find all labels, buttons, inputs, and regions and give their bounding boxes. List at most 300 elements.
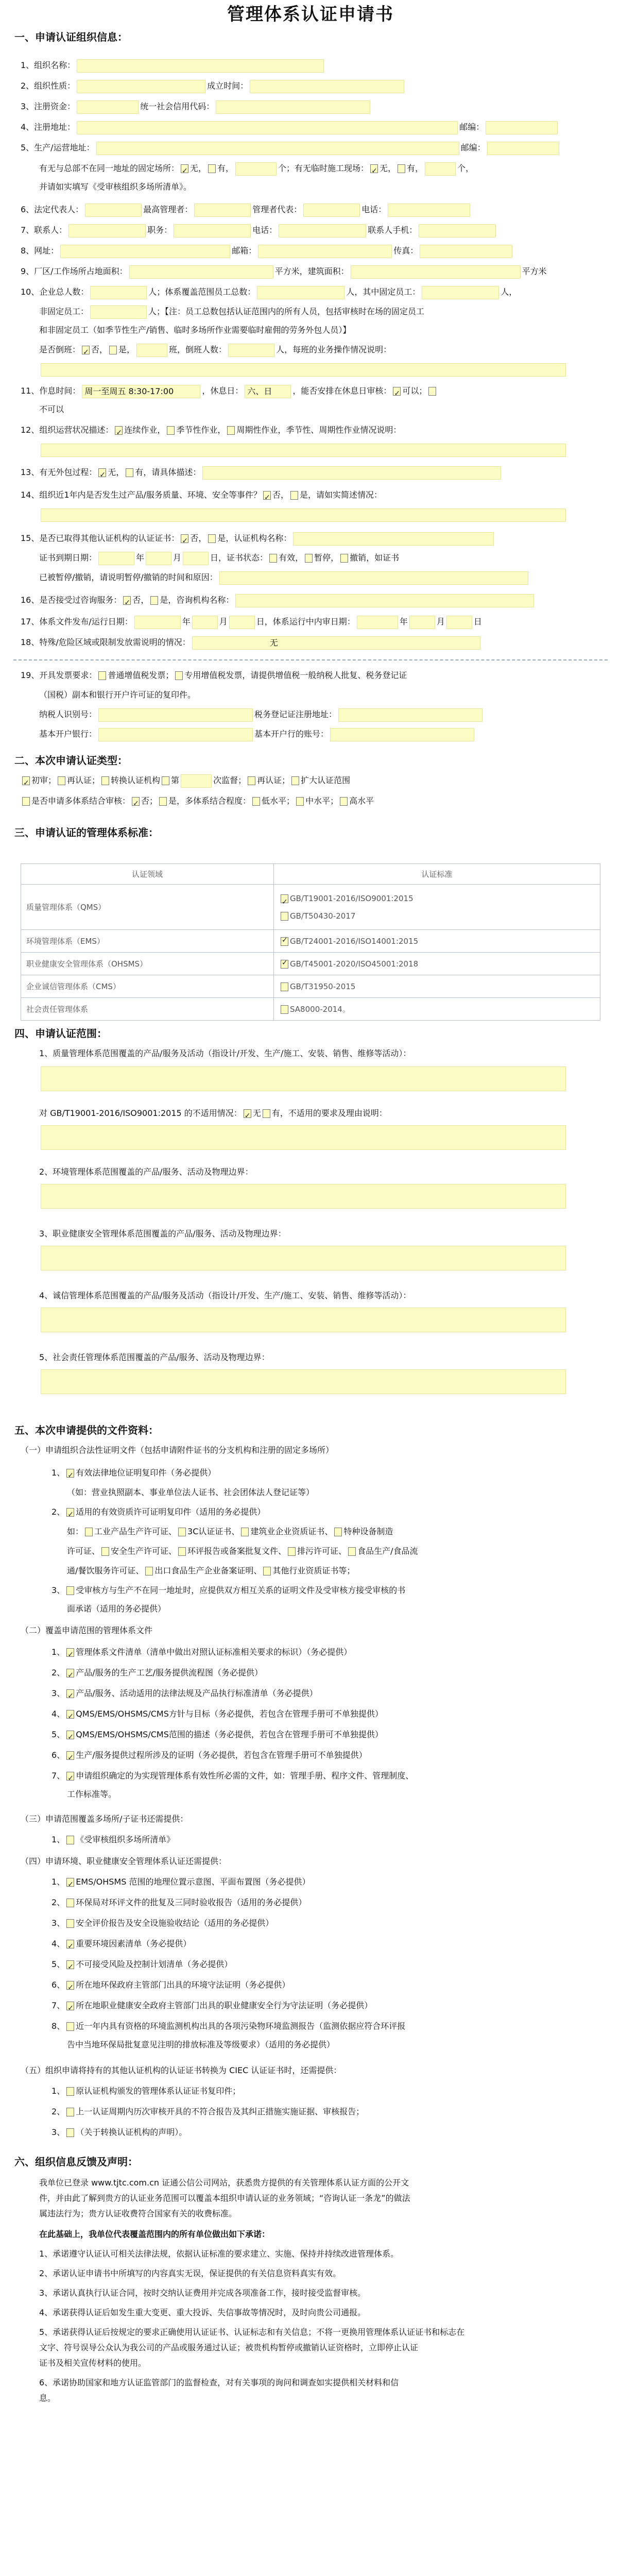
special-equipment-checkbox[interactable] xyxy=(334,1528,342,1536)
standard-cell xyxy=(274,930,600,953)
label: 有，不适用的要求及理由说明： xyxy=(271,1108,387,1118)
doc-relationship-checkbox[interactable] xyxy=(66,1586,74,1595)
form-title: 管理体系认证申请书 xyxy=(227,4,394,25)
label: 环评报告或备案批复文件、 xyxy=(187,1546,287,1556)
doc-old-cert-checkbox[interactable] xyxy=(66,2087,74,2096)
combined-high-checkbox[interactable] xyxy=(340,797,348,806)
suspend-reason-field[interactable] xyxy=(219,571,528,585)
has-fixed-sites-checkbox[interactable] xyxy=(208,164,216,173)
section-2-heading: 二、本次申请认证类型： xyxy=(14,754,128,767)
contact-phone-field[interactable] xyxy=(279,224,366,238)
doc-day-field[interactable] xyxy=(229,616,255,629)
prod-license-checkbox[interactable] xyxy=(85,1528,93,1536)
label: 3、 xyxy=(51,1918,65,1928)
no-outsource-checkbox[interactable] xyxy=(98,468,106,477)
gb50430-checkbox[interactable] xyxy=(281,912,288,921)
row-cms-scope: 4、诚信管理体系范围覆盖的产品/服务及活动（指设计/开发、生产/施工、安装、销售、维修等活动）： xyxy=(39,1291,411,1300)
label: 再认证； xyxy=(67,775,100,785)
doc-ohs-compliance-checkbox[interactable] xyxy=(66,2002,74,2010)
row-doc-e1 xyxy=(51,2083,240,2099)
label: 6、 xyxy=(51,1750,65,1760)
initial-audit-checkbox[interactable] xyxy=(22,776,30,785)
reg-address-field[interactable] xyxy=(77,121,458,134)
construction-cert-checkbox[interactable] xyxy=(241,1528,249,1536)
tax-id-field[interactable] xyxy=(98,708,253,722)
row-doc-d5 xyxy=(51,1957,232,1972)
founding-date-field[interactable] xyxy=(250,80,404,93)
row-doc-d1 xyxy=(51,1874,310,1890)
table-row xyxy=(21,975,600,998)
row-incident-desc xyxy=(39,507,567,522)
row-consulting xyxy=(21,592,536,608)
website-field[interactable] xyxy=(60,245,230,258)
ccc-cert-checkbox[interactable] xyxy=(178,1528,186,1536)
doc-risk-checkbox[interactable] xyxy=(66,1960,74,1969)
row-doc-a2-l3 xyxy=(67,1563,355,1579)
label: 基本开户行的账号： xyxy=(254,729,329,739)
label: 18、特殊/危险区域或限制发放需说明的情况： xyxy=(21,637,191,647)
sa8000-checkbox[interactable] xyxy=(281,1005,288,1014)
row-doc-a2-l1 xyxy=(67,1524,393,1539)
label: 15、是否已取得其他认证机构的认证证书： xyxy=(21,533,180,543)
label: 5、 xyxy=(51,1730,65,1739)
row-incidents xyxy=(21,487,382,503)
label: 对 GB/T19001-2016/ISO9001:2015 的不适用情况： xyxy=(39,1108,242,1118)
continuous-op-checkbox[interactable] xyxy=(115,426,123,435)
row-doc-b1 xyxy=(51,1645,352,1660)
capital-field[interactable] xyxy=(77,100,139,114)
transfer-checkbox[interactable] xyxy=(101,776,109,785)
tax-address-field[interactable] xyxy=(338,708,482,722)
label: 1、 xyxy=(51,1835,65,1844)
incident-desc-field[interactable] xyxy=(41,509,566,522)
label: 14、组织近1年内是否发生过产品/服务质量、环境、安全等事件？ xyxy=(21,490,262,500)
label: GB/T31950-2015 xyxy=(290,981,356,991)
doc-month-field[interactable] xyxy=(192,616,218,629)
label: 12、组织运营状况描述： xyxy=(21,425,114,435)
section-4-heading: 四、申请认证范围： xyxy=(14,1027,107,1040)
legal-rep-field[interactable] xyxy=(85,204,142,217)
standard-cell xyxy=(274,998,600,1021)
label: 否； xyxy=(141,796,158,806)
section-6-heading: 六、组织信息反馈及声明： xyxy=(14,2156,138,2168)
label: 1、 xyxy=(51,1647,65,1657)
row-doc-a2-l2 xyxy=(67,1544,418,1559)
has-other-cert-checkbox[interactable] xyxy=(208,534,216,543)
fixed-staff-field[interactable] xyxy=(422,286,499,299)
cert-revoked-checkbox[interactable] xyxy=(340,554,348,563)
table-header-row xyxy=(21,864,600,885)
has-incident-checkbox[interactable] xyxy=(290,491,298,500)
doc-multisite-checkbox[interactable] xyxy=(66,1836,74,1844)
row-sa-scope-input xyxy=(39,1369,567,1385)
label: 传真： xyxy=(393,246,419,256)
doc-scope-checkbox[interactable] xyxy=(66,1731,74,1739)
standards-table xyxy=(21,863,600,1021)
recert-checkbox[interactable] xyxy=(58,776,65,785)
label: 月 xyxy=(436,617,445,626)
label: 邮编： xyxy=(460,143,486,152)
combined-yes-checkbox[interactable] xyxy=(159,797,167,806)
label: 证书到期日期： xyxy=(39,553,97,563)
no-shift-checkbox[interactable] xyxy=(82,346,90,354)
row-shifts xyxy=(39,342,391,358)
doc-monitoring-checkbox[interactable] xyxy=(66,2022,74,2031)
nonfixed-staff-field[interactable] xyxy=(90,306,147,319)
qms-scope-field[interactable] xyxy=(41,1066,566,1091)
label: 3、 xyxy=(51,2127,65,2137)
combined-mid-checkbox[interactable] xyxy=(296,797,304,806)
label: 平方米，建筑面积： xyxy=(274,266,349,276)
row-doc-a1-note: （如：营业执照副本、事业单位法人证书、社会团体法人登记证等） xyxy=(67,1487,315,1497)
credit-code-field[interactable] xyxy=(216,100,370,114)
commitment-4: 4、承诺获得认证后如发生重大变更、重大投诉、失信事故等情况时，及时向贵公司通报。 xyxy=(39,2308,366,2317)
contact-title-field[interactable] xyxy=(174,224,251,238)
org-name-field[interactable] xyxy=(77,59,324,73)
safety-license-checkbox[interactable] xyxy=(101,1547,109,1556)
table-row xyxy=(21,998,600,1021)
ohsms-scope-field[interactable] xyxy=(41,1246,566,1270)
no-other-cert-checkbox[interactable] xyxy=(181,534,188,543)
label: 不可接受风险及控制计划清单（务必提供） xyxy=(76,1959,233,1969)
contact-mobile-field[interactable] xyxy=(419,224,496,238)
sub-heading-system-docs: （二）覆盖申请范围的管理体系文件 xyxy=(21,1625,153,1635)
ems-scope-field[interactable] xyxy=(41,1184,566,1209)
label: 人，每班的业务操作情况说明： xyxy=(276,345,392,354)
building-area-field[interactable] xyxy=(351,265,521,279)
phone-field[interactable] xyxy=(388,204,470,217)
label: QMS/EMS/OHSMS/CMS方针与目标（务必提供，若包含在管理手册可不单独提供） xyxy=(76,1709,383,1719)
label: 8、网址： xyxy=(21,246,59,256)
label: 3、 xyxy=(51,1585,65,1595)
label: 否， xyxy=(272,490,289,500)
label: 无， xyxy=(190,163,207,173)
label: GB/T50430-2017 xyxy=(290,911,356,921)
row-shift-desc xyxy=(39,362,567,377)
doc-eia-approval-checkbox[interactable] xyxy=(66,1899,74,1907)
weekend-audit-no-checkbox[interactable] xyxy=(428,387,436,396)
combined-no-checkbox[interactable] xyxy=(132,797,140,806)
label: 4、 xyxy=(51,1709,65,1719)
row-area xyxy=(21,264,547,279)
has-outsource-checkbox[interactable] xyxy=(126,468,133,477)
shift-count-field[interactable] xyxy=(136,344,167,357)
op-zip-field[interactable] xyxy=(487,142,559,155)
row-doc-d2 xyxy=(51,1895,306,1910)
operation-desc-field[interactable] xyxy=(41,444,566,457)
label: 人， xyxy=(501,287,518,297)
label: 3、注册资金： xyxy=(21,101,76,111)
sub-heading-env-ohs: （四）申请环境、职业健康安全管理体系认证还需提供： xyxy=(21,1856,227,1866)
row-doc-a3 xyxy=(51,1583,405,1598)
doc-safety-eval-checkbox[interactable] xyxy=(66,1919,74,1928)
exclusion-reason-field[interactable] xyxy=(41,1125,566,1150)
row-doc-b7-2: 工作标准等。 xyxy=(67,1789,117,1799)
weekend-audit-yes-checkbox[interactable] xyxy=(393,387,401,396)
outsource-desc-field[interactable] xyxy=(202,466,501,480)
label: 建筑业企业资质证书、 xyxy=(250,1527,333,1536)
text-line: 证书及相关宣传材料的使用。 xyxy=(39,2358,147,2368)
row-doc-d8 xyxy=(51,2019,405,2034)
label: 年 xyxy=(136,553,145,563)
doc-manual-checkbox[interactable] xyxy=(66,1772,74,1781)
row-other-cert xyxy=(21,531,495,546)
row-ems-scope-input xyxy=(39,1184,567,1199)
row-doc-e2 xyxy=(51,2104,364,2120)
worktime-field[interactable]: 周一至周五 8:30-17:00 xyxy=(82,385,200,398)
label: 成立时间： xyxy=(207,81,249,91)
row-sites xyxy=(39,161,474,176)
label: 排污许可证、 xyxy=(297,1546,347,1556)
table-row xyxy=(21,885,600,930)
label: 10、企业总人数： xyxy=(21,287,89,297)
doc-license-checkbox[interactable] xyxy=(66,1469,74,1478)
row-exclusion-input xyxy=(39,1125,567,1141)
has-exclusion-checkbox[interactable] xyxy=(263,1109,270,1118)
temp-sites-count-field[interactable] xyxy=(425,162,456,176)
consulting-body-field[interactable] xyxy=(235,594,534,607)
text-line: 文字、符号误导公众认为我公司的产品或服务通过认证；被贵机构暂停或撤销认证资格时，立即停止认证 xyxy=(39,2343,419,2352)
combined-low-checkbox[interactable] xyxy=(252,797,260,806)
shift-desc-field[interactable] xyxy=(41,363,566,377)
surveillance-checkbox[interactable] xyxy=(162,776,169,785)
periodic-op-checkbox[interactable] xyxy=(227,426,235,435)
row-qms-scope-input xyxy=(39,1066,567,1082)
label: 季节性作业， xyxy=(176,425,226,435)
cert-valid-checkbox[interactable] xyxy=(269,554,277,563)
row-qms-scope: 1、质量管理体系范围覆盖的产品/服务及活动（指设计/开发、生产/施工、安装、销售、维修等活动）： xyxy=(39,1048,411,1058)
standard-cell xyxy=(274,975,600,998)
audit-month-field[interactable] xyxy=(409,616,435,629)
label: 受审核方与生产不在同一地址时，应提供双方相互关系的证明文件及受审核方接受审核的书 xyxy=(76,1585,406,1595)
label: 扩大认证范围 xyxy=(301,775,351,785)
field-cell: 质量管理体系（QMS） xyxy=(21,885,274,930)
fax-field[interactable] xyxy=(420,245,512,258)
section-5-heading: 五、本次申请提供的文件资料： xyxy=(14,1424,159,1436)
row-operation-desc xyxy=(39,442,567,457)
table-row xyxy=(21,930,600,953)
recert-2-checkbox[interactable] xyxy=(248,776,255,785)
cert-suspended-checkbox[interactable] xyxy=(305,554,313,563)
label: 其他行业资质证书等； xyxy=(272,1566,355,1575)
label: 5、 xyxy=(51,1959,65,1969)
text-line: 件，并由此了解到贵方的认证业务范围可以覆盖本组织申请认证的业务领域；“咨询认证一条龙”的做法 xyxy=(39,2193,410,2203)
land-area-field[interactable] xyxy=(129,265,273,279)
doc-env-factors-checkbox[interactable] xyxy=(66,1940,74,1948)
no-exclusion-checkbox[interactable] xyxy=(244,1109,251,1118)
scope-staff-field[interactable] xyxy=(257,286,344,299)
email-field[interactable] xyxy=(258,245,392,258)
section-3-heading: 三、申请认证的管理体系标准： xyxy=(14,826,159,839)
reg-zip-field[interactable] xyxy=(486,121,558,134)
label: 是否申请多体系结合审核： xyxy=(31,796,131,806)
audit-day-field[interactable] xyxy=(446,616,472,629)
commitment-5: 5、承诺获得认证后按规定的要求正确使用认证证书、认证标志和有关信息；不将一更换用管理体系认证证书和标志在 xyxy=(39,2327,465,2337)
field-cell: 环境管理体系（EMS） xyxy=(21,930,274,953)
label: EMS/OHSMS 范围的地理位置示意图、平面布置图（务必提供） xyxy=(76,1877,310,1887)
row-op-address xyxy=(21,140,561,156)
label: 税务登记证注册地址： xyxy=(254,709,337,719)
label: 生产/服务提供过程所涉及的证明（务必提供，若包含在管理手册可不单独提供） xyxy=(76,1750,367,1760)
eia-report-checkbox[interactable] xyxy=(178,1547,186,1556)
no-temp-sites-checkbox[interactable] xyxy=(370,164,378,173)
row-contact xyxy=(21,223,497,238)
contact-name-field[interactable] xyxy=(68,224,146,238)
label: GB/T45001-2020/ISO45001:2018 xyxy=(290,959,419,969)
row-headcount xyxy=(21,284,517,300)
restday-field[interactable]: 六、日 xyxy=(245,385,291,398)
no-fixed-sites-checkbox[interactable] xyxy=(181,164,188,173)
label: 非固定员工： xyxy=(39,307,89,316)
op-address-field[interactable] xyxy=(96,142,459,155)
label: 出口食品生产企业备案证明、 xyxy=(154,1566,262,1575)
other-qualification-checkbox[interactable] xyxy=(263,1567,271,1575)
org-type-field[interactable] xyxy=(77,80,205,93)
doc-flowchart-checkbox[interactable] xyxy=(66,1669,74,1677)
doc-policy-checkbox[interactable] xyxy=(66,1710,74,1719)
extend-scope-checkbox[interactable] xyxy=(291,776,299,785)
row-doc-a3-2: 面承诺（适用的务必提供） xyxy=(67,1604,166,1614)
label: 无 xyxy=(252,1108,261,1118)
row-doc-b6 xyxy=(51,1748,367,1763)
label: 次监督； xyxy=(213,775,247,785)
label: 安全生产许可证、 xyxy=(111,1546,177,1556)
commitment-3: 3、承诺认真执行认证合同，按时交纳认证费用并完成各项准备工作，接时接受监督审核。 xyxy=(39,2288,366,2298)
doc-qualification-checkbox[interactable] xyxy=(66,1508,74,1517)
label: 高水平 xyxy=(349,796,374,806)
doc-year-field[interactable] xyxy=(134,616,181,629)
label: 2、 xyxy=(51,1668,65,1677)
no-consulting-checkbox[interactable] xyxy=(123,596,131,605)
cms-standard-checkbox[interactable] xyxy=(281,982,288,991)
row-headcount-2 xyxy=(39,304,424,319)
sub-heading-multisite: （三）申请范围覆盖多场所/子证书还需提供： xyxy=(21,1814,188,1824)
total-staff-field[interactable] xyxy=(90,286,147,299)
col-header: 认证标准 xyxy=(274,864,600,885)
row-doc-d4 xyxy=(51,1936,191,1952)
doc-map-checkbox[interactable] xyxy=(66,1878,74,1887)
row-invoice-note: （国税）副本和银行开户许可证的复印件。 xyxy=(39,690,196,700)
label: 6、法定代表人： xyxy=(21,205,84,214)
label: （关于转换认证机构的声明）。 xyxy=(76,2127,187,2137)
ems-standard-checkbox[interactable] xyxy=(281,937,288,946)
label: 日，体系运行中内审日期： xyxy=(256,617,355,626)
row-doc-dates xyxy=(21,614,482,630)
label: GB/T24001-2016/ISO14001:2015 xyxy=(290,936,419,946)
mgmt-rep-field[interactable] xyxy=(303,204,360,217)
row-reg-address xyxy=(21,120,559,135)
row-ems-scope: 2、环境管理体系范围覆盖的产品/服务、活动及物理边界： xyxy=(39,1167,253,1177)
label: 上一认证周期内历次审核开具的不符合报告及其纠正措施实施证据、审核报告； xyxy=(76,2107,365,2116)
cms-scope-field[interactable] xyxy=(41,1308,566,1332)
label: 产品/服务、活动适用的法律法规及产品执行标准清单（务必提供） xyxy=(76,1688,318,1698)
label: 环保局对环评文件的批复及三同时验收报告（适用的务必提供） xyxy=(76,1897,307,1907)
bank-account-field[interactable] xyxy=(330,728,474,741)
doc-list-checkbox[interactable] xyxy=(66,1648,74,1657)
label: 许可证、 xyxy=(67,1546,100,1556)
has-temp-sites-checkbox[interactable] xyxy=(398,164,405,173)
label: 管理者代表： xyxy=(252,205,302,214)
row-worktime-2: 不可以 xyxy=(39,404,64,414)
section-1-heading: 一、申请认证组织信息： xyxy=(14,31,128,43)
row-headcount-note: 和非固定员工（如季节性生产/销售、临时多场所作业需要临时雇佣的劳务外包人员）】 xyxy=(39,325,351,335)
export-food-checkbox[interactable] xyxy=(145,1567,153,1575)
food-license-checkbox[interactable] xyxy=(348,1547,356,1556)
label: 3C认证证书、 xyxy=(187,1527,240,1536)
qms-standard-checkbox[interactable] xyxy=(281,894,288,903)
doc-laws-checkbox[interactable] xyxy=(66,1689,74,1698)
label: 统一社会信用代码： xyxy=(140,101,215,111)
expiry-month-field[interactable] xyxy=(146,552,171,565)
doc-transfer-statement-checkbox[interactable] xyxy=(66,2128,74,2137)
doc-nc-report-checkbox[interactable] xyxy=(66,2108,74,2116)
label: 否， xyxy=(91,345,108,354)
label: 1、 xyxy=(51,1877,65,1887)
declaration-text xyxy=(39,2175,603,2406)
normal-invoice-checkbox[interactable] xyxy=(98,671,106,680)
label: 4、 xyxy=(51,1939,65,1948)
special-areas-field[interactable]: 无 xyxy=(192,636,480,650)
surveillance-count-field[interactable] xyxy=(181,774,212,788)
combined-marker-checkbox[interactable] xyxy=(22,797,30,806)
label: 是， xyxy=(118,345,135,354)
table-row xyxy=(21,953,600,975)
expiry-year-field[interactable] xyxy=(98,552,134,565)
label: 4、注册地址： xyxy=(21,122,76,132)
other-cert-body-field[interactable] xyxy=(293,532,494,546)
top-manager-field[interactable] xyxy=(194,204,251,217)
fixed-sites-count-field[interactable] xyxy=(235,162,277,176)
ohsms-standard-checkbox[interactable] xyxy=(281,960,288,969)
seasonal-op-checkbox[interactable] xyxy=(167,426,175,435)
shift-staff-field[interactable] xyxy=(228,344,274,357)
text-line: 属违法行为；贵方认证收费符合国家有关的收费标准。 xyxy=(39,2209,237,2218)
no-incident-checkbox[interactable] xyxy=(263,491,271,500)
row-tax-id xyxy=(39,707,484,722)
row-org-name xyxy=(21,58,325,73)
label: 撤销， xyxy=(350,553,375,563)
row-ohsms-scope-input xyxy=(39,1246,567,1261)
standard-cell xyxy=(274,885,600,930)
has-consulting-checkbox[interactable] xyxy=(150,596,158,605)
row-special-areas xyxy=(21,635,482,650)
label: 安全评价报告及安全设施验收结论（适用的务必提供） xyxy=(76,1918,274,1928)
shift-checkbox[interactable] xyxy=(109,346,117,354)
audit-year-field[interactable] xyxy=(357,616,398,629)
col-header: 认证领域 xyxy=(21,864,274,885)
doc-process-proof-checkbox[interactable] xyxy=(66,1751,74,1760)
label: 人；【注：员工总数包括认证范围内的所有人员，包括审核时在场的固定员工 xyxy=(148,307,425,316)
label: 第 xyxy=(171,775,180,785)
expiry-day-field[interactable] xyxy=(183,552,209,565)
commitment-1: 1、承诺遵守认证认可相关法律法规，依据认证标准的要求建立、实施、保持并持续改进管理体系。 xyxy=(39,2249,399,2259)
vat-invoice-checkbox[interactable] xyxy=(175,671,183,680)
label: 专用增值税发票，请提供增值税一般纳税人批复、税务登记证 xyxy=(184,670,407,680)
label: 有效法律地位证明复印件（务必提供） xyxy=(76,1468,216,1478)
label: 2、 xyxy=(51,1507,65,1517)
discharge-permit-checkbox[interactable] xyxy=(288,1547,296,1556)
sa-scope-field[interactable] xyxy=(41,1369,566,1394)
label: 5、生产/运营地址： xyxy=(21,143,95,152)
label: 有， xyxy=(217,163,234,173)
row-representatives xyxy=(21,202,472,217)
row-doc-b2 xyxy=(51,1665,263,1681)
label: 是，多体系结合程度： xyxy=(168,796,251,806)
doc-env-compliance-checkbox[interactable] xyxy=(66,1981,74,1990)
bank-name-field[interactable] xyxy=(98,728,253,741)
label: 所在地环保政府主管部门出具的环境守法证明（务必提供） xyxy=(76,1980,290,1990)
label: 暂停， xyxy=(314,553,339,563)
